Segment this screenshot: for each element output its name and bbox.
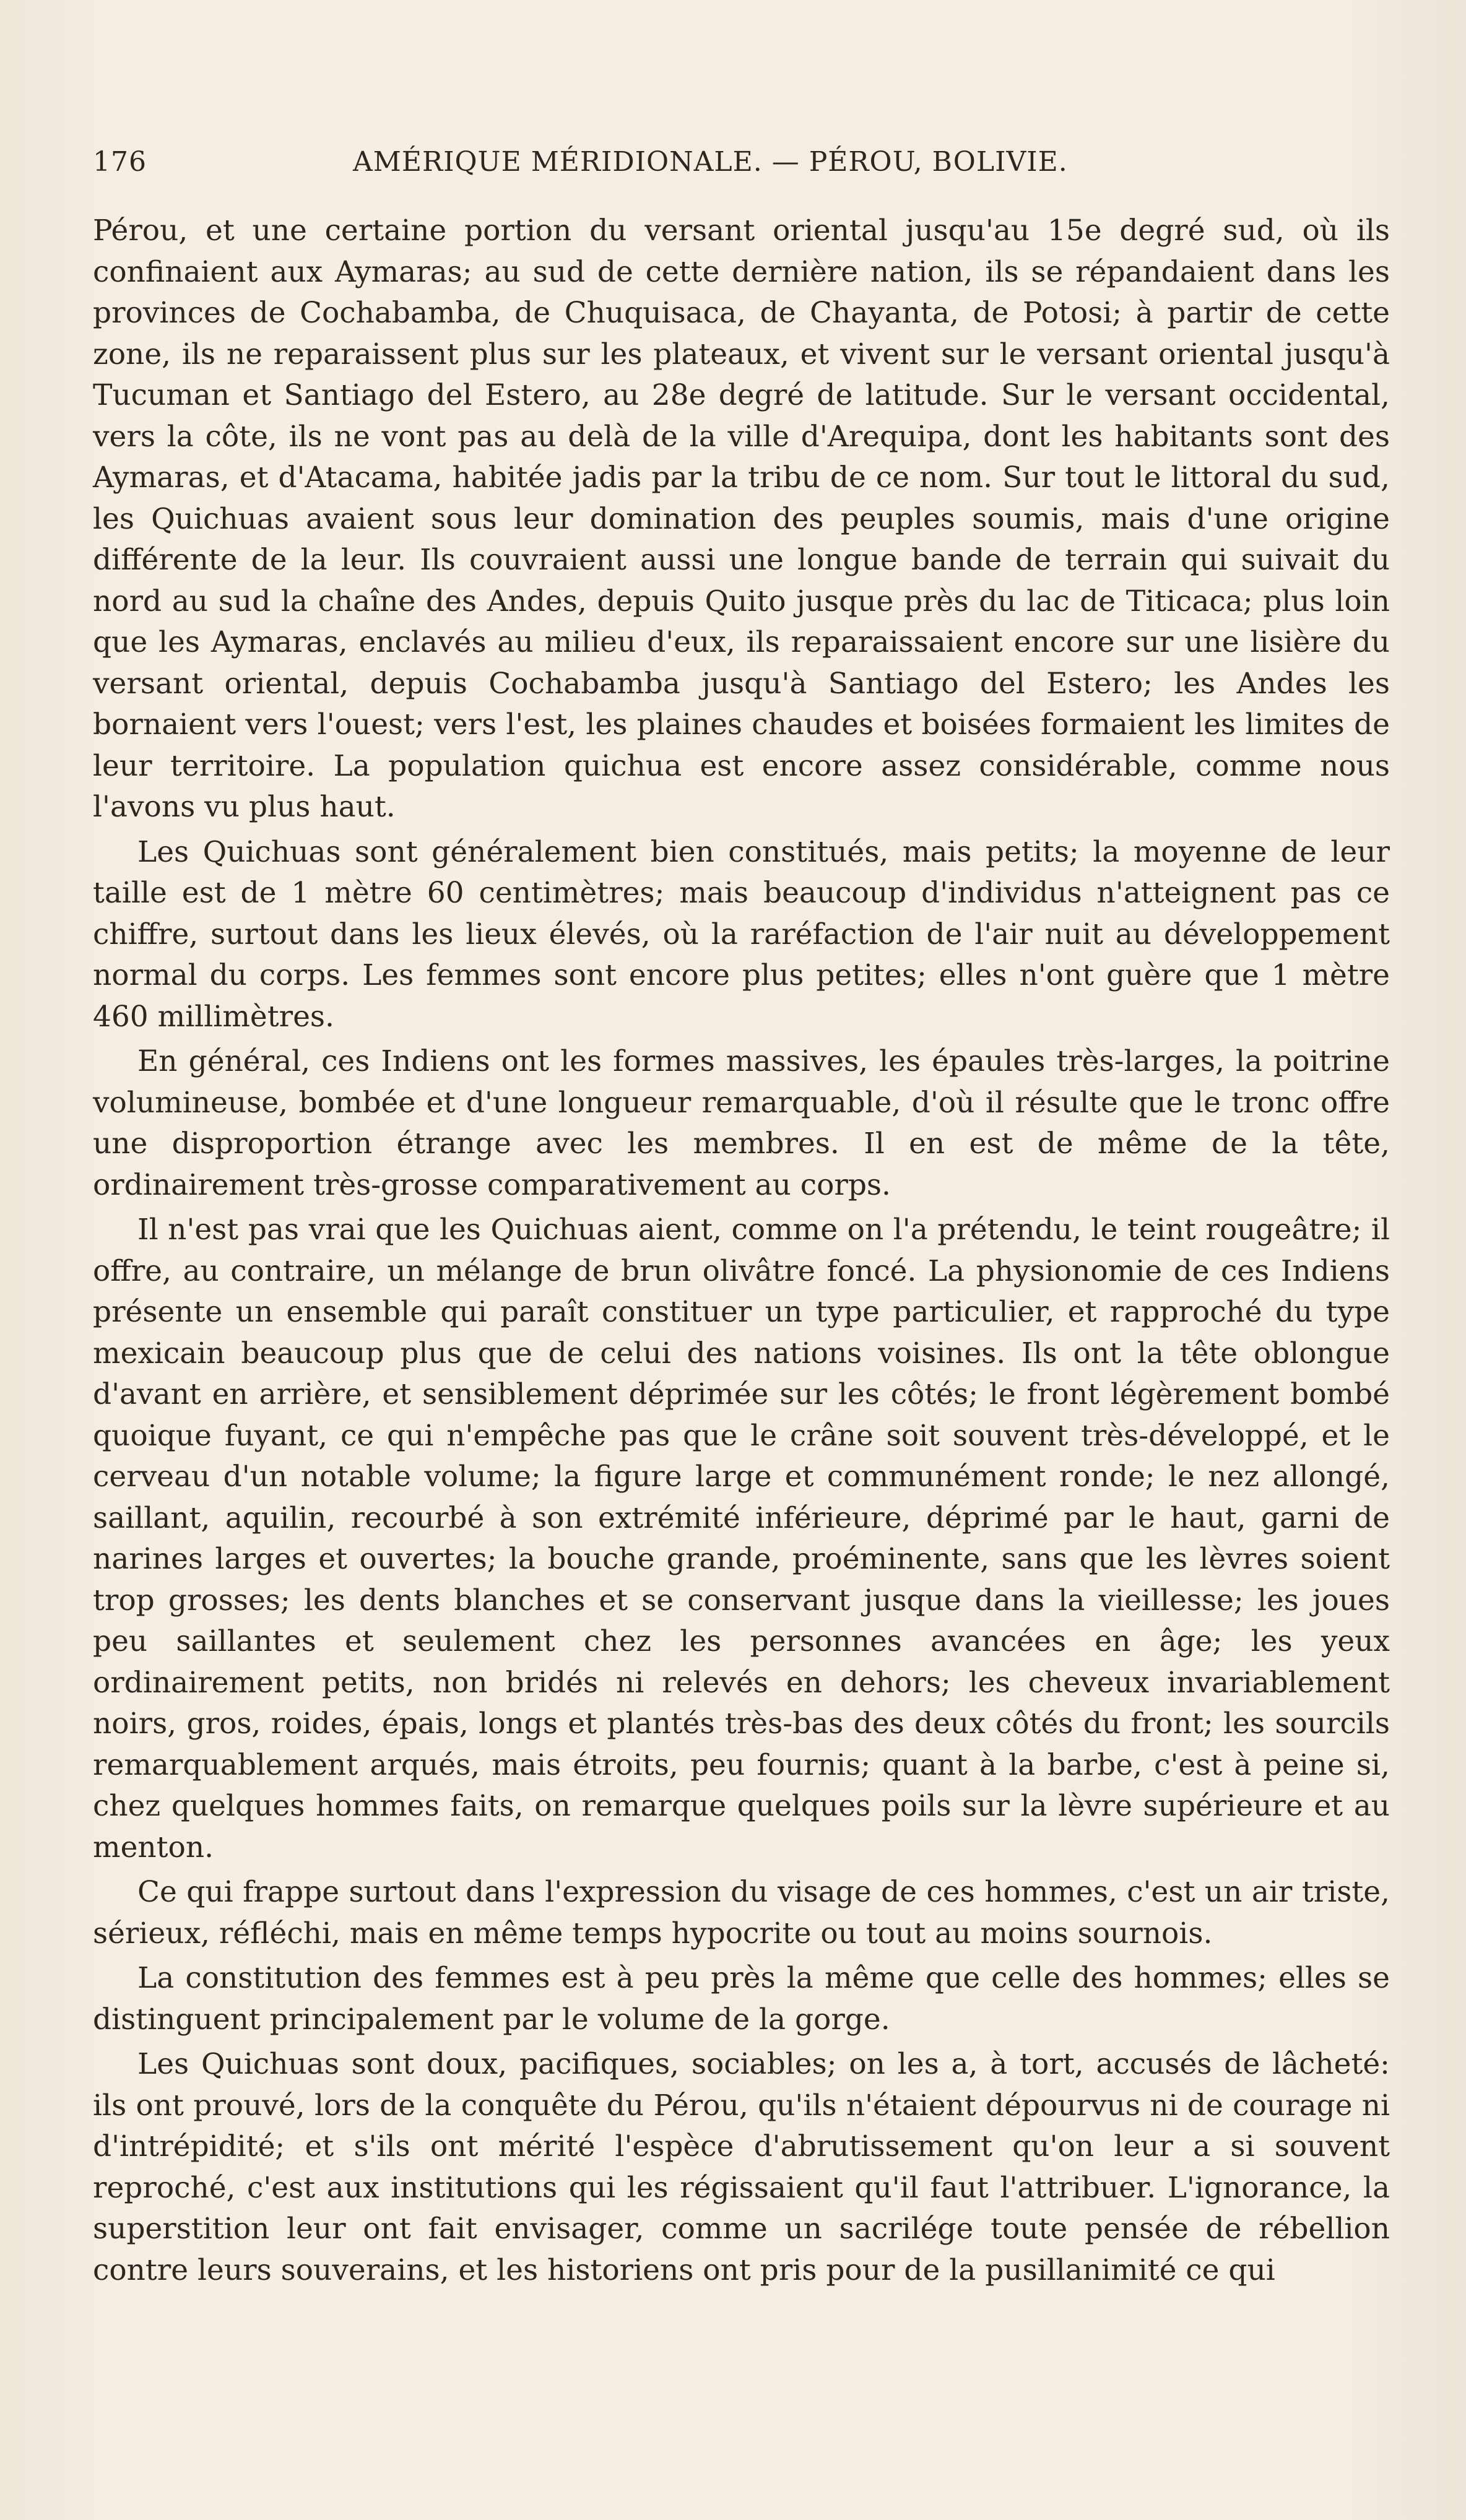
page-header <box>93 144 1142 181</box>
running-title: AMÉRIQUE MÉRIDIONALE. — PÉROU, BOLIVIE. <box>353 146 1068 178</box>
paragraph: En général, ces Indiens ont les formes massives, les épaules très-larges, la poitrine volumineuse, bombée et d'une longueur remarquable, d'où il résulte que le tronc offre une disproportion étrange avec les membres. Il en est de même de la tête, ordinairement très-grosse comparativement au corps. <box>93 1044 1390 1202</box>
paragraph: Les Quichuas sont généralement bien constitués, mais petits; la moyenne de leur taille est de 1 mètre 60 centimètres; mais beaucoup d'individus n'atteignent pas ce chiffre, surtout dans les lieux élevés, où la raréfaction de l'air nuit au développement normal du corps. Les femmes sont encore plus petites; elles n'ont guère que 1 mètre 460 millimètres. <box>93 834 1390 1034</box>
paragraph: La constitution des femmes est à peu près la même que celle des hommes; elles se distinguent principalement par le volume de la gorge. <box>93 1961 1390 2037</box>
paragraph: Les Quichuas sont doux, pacifiques, sociables; on les a, à tort, accusés de lâcheté: ils ont prouvé, lors de la conquête du Pérou, qu'ils n'étaient dépourvus ni de courage ni d'intrépidité; et s'ils ont mérité l'espèce d'abrutissement qu'on leur a si souvent reproché, c'est aux institutions qui les régissaient qu'il faut l'attribuer. L'ignorance, la superstition leur ont fait envisager, comme un sacrilége toute pensée de rébellion contre leurs souverains, et les historiens ont pris pour de la pusillanimité ce qui <box>93 2047 1390 2287</box>
paragraph: Il n'est pas vrai que les Quichuas aient, comme on l'a prétendu, le teint rougeâtre; il offre, au contraire, un mélange de brun olivâtre foncé. La physionomie de ces Indiens présente un ensemble qui paraît constituer un type particulier, et rapproché du type mexicain beaucoup plus que de celui des nations voisines. Ils ont la tête oblongue d'avant en arrière, et sensiblement déprimée sur les côtés; le front légèrement bombé quoique fuyant, ce qui n'empêche pas que le crâne soit souvent très-développé, et le cerveau d'un notable volume; la figure large et communément ronde; le nez allongé, saillant, aquilin, recourbé à son extrémité inférieure, déprimé par le haut, garni de narines larges et ouvertes; la bouche grande, proéminente, sans que les lèvres soient trop grosses; les dents blanches et se conservant jusque dans la vieillesse; les joues peu saillantes et seulement chez les personnes avancées en âge; les yeux ordinairement petits, non bridés ni relevés en dehors; les cheveux invariablement noirs, gros, roides, épais, longs et plantés très-bas des deux côtés du front; les sourcils remarquablement arqués, mais étroits, peu fournis; quant à la barbe, c'est à peine si, chez quelques hommes faits, on remarque quelques poils sur la lèvre supérieure et au menton. <box>93 1213 1390 1864</box>
page-number: 176 <box>93 146 147 178</box>
paragraph: Pérou, et une certaine portion du versant oriental jusqu'au 15e degré sud, où ils confinaient aux Aymaras; au sud de cette dernière nation, ils se répandaient dans les provinces de Cochabamba, de Chuquisaca, de Chayanta, de Potosi; à partir de cette zone, ils ne reparaissent plus sur les plateaux, et vivent sur le versant oriental jusqu'à Tucuman et Santiago del Estero, au 28e degré de latitude. Sur le versant occidental, vers la côte, ils ne vont pas au delà de la ville d'Arequipa, dont les habitants sont des Aymaras, et d'Atacama, habitée jadis par la tribu de ce nom. Sur tout le littoral du sud, les Quichuas avaient sous leur domination des peuples soumis, mais d'une origine différente de la leur. Ils couvraient aussi une longue bande de terrain qui suivait du nord au sud la chaîne des Andes, depuis Quito jusque près du lac de Titicaca; plus loin que les Aymaras, enclavés au milieu d'eux, ils reparaissaient encore sur une lisière du versant oriental, depuis Cochabamba jusqu'à Santiago del Estero; les Andes les bornaient vers l'ouest; vers l'est, les plaines chaudes et boisées formaient les limites de leur territoire. La population quichua est encore assez considérable, comme nous l'avons vu plus haut. <box>93 214 1390 824</box>
body-text <box>93 210 1390 2295</box>
paragraph: Ce qui frappe surtout dans l'expression du visage de ces hommes, c'est un air triste, sérieux, réfléchi, mais en même temps hypocrite ou tout au moins sournois. <box>93 1875 1390 1951</box>
